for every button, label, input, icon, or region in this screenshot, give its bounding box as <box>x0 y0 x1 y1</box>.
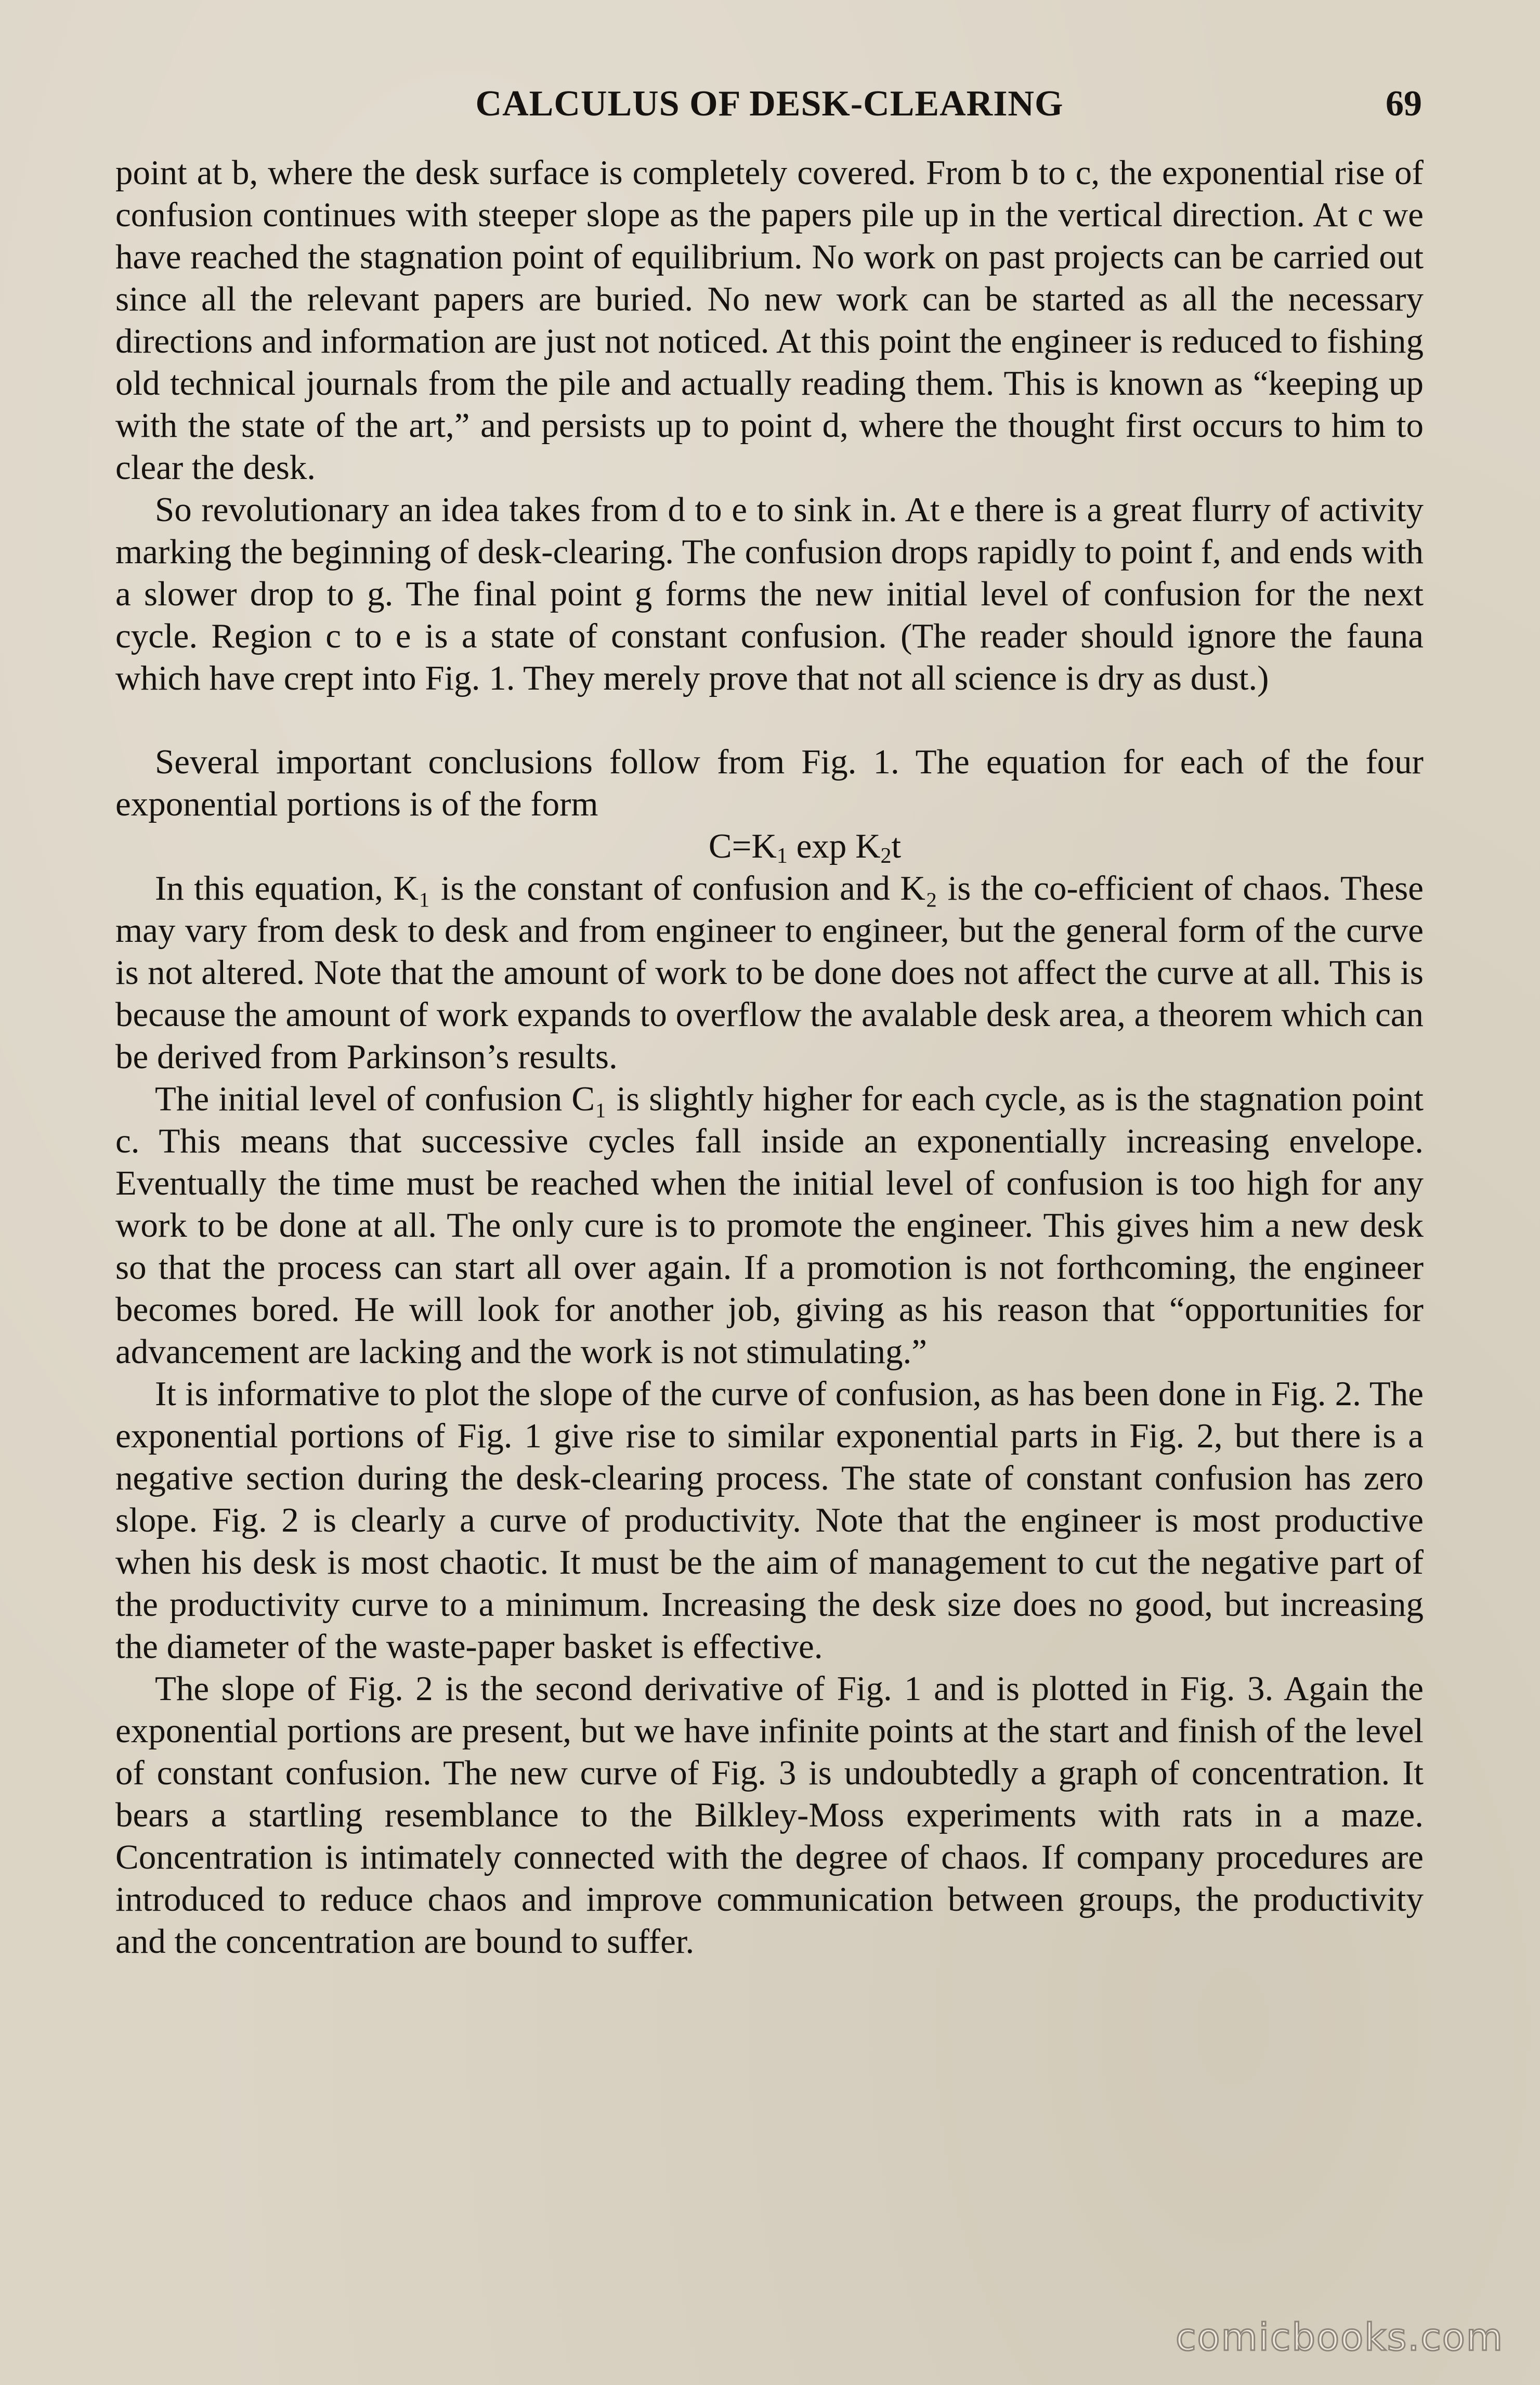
section-gap <box>115 699 1424 741</box>
paragraph: So revolutionary an idea takes from d to e to sink in. At e there is a great flurry of activity marking the beginning of desk-clearing. The confusion drops rapidly to point f, and ends with a slower drop to g. The final point g forms the new initial level of confusion for the next cycle. Region c to e is a state of constant confusion. (The reader should ignore the fauna which have crept into Fig. 1. They merely prove that not all science is dry as dust.) <box>115 490 1424 697</box>
paragraph: It is informative to plot the slope of the curve of confusion, as has been done in Fig. 2. The exponential portions of Fig. 1 give rise to similar exponential parts in Fig. 2, but there is a negative section during the desk-clearing process. The state of constant confusion has zero slope. Fig. 2 is clearly a curve of productivity. Note that the engineer is most productive when his desk is most chaotic. It must be the aim of management to cut the negative part of the productivity curve to a minimum. Increasing the desk size does no good, but increasing the diameter of the waste-paper basket is effective. <box>115 1375 1424 1666</box>
paragraph: point at b, where the desk surface is completely covered. From b to c, the exponential rise of confusion continues with steeper slope as the papers pile up in the vertical direction. At c we have reached the stagnation point of equilibrium. No work on past projects can be carried out since all the relevant papers are buried. No new work can be started as all the necessary directions and information are just not noticed. At this point the engineer is reduced to fishing old technical journals from the pile and actually reading them. This is known as “keeping up with the state of the art,” and persists up to point d, where the thought first occurs to him to clear the desk. <box>115 153 1424 487</box>
page-header <box>117 83 1422 135</box>
paragraph: In this equation, K₁ is the constant of confusion and K₂ is the co-efficient of chaos. These may vary from desk to desk and from engineer to engineer, but the general form of the curve is not altered. Note that the amount of work to be done does not affect the curve at all. This is because the amount of work expands to overflow the avalable desk area, a theorem which can be derived from Parkinson’s results. <box>115 869 1424 1076</box>
paragraph: Several important conclusions follow from Fig. 1. The equation for each of the four exponential portions is of the form <box>115 743 1424 823</box>
paragraph: The initial level of confusion C₁ is slightly higher for each cycle, as is the stagnation point c. This means that successive cycles fall inside an exponentially increasing envelope. Eventually the time must be reached when the initial level of confusion is too high for any work to be done at all. The only cure is to promote the engineer. This gives him a new desk so that the process can start all over again. If a promotion is not forthcoming, the engineer becomes bored. He will look for another job, giving as his reason that “opportunities for advancement are lacking and the work is not stimulating.” <box>115 1080 1424 1371</box>
watermark: comicbooks.com <box>1175 2315 1504 2359</box>
page-number: 69 <box>1386 84 1422 124</box>
equation: $C=K_1$ $\exp K_2t$ <box>708 827 902 868</box>
running-title: CALCULUS OF DESK-CLEARING <box>475 84 1064 124</box>
paragraph: The slope of Fig. 2 is the second derivative of Fig. 1 and is plotted in Fig. 3. Again the exponential portions are present, but we have infinite points at the start and finish of the level of constant confusion. The new curve of Fig. 3 is undoubtedly a graph of concentration. It bears a startling resemblance to the Bilkley-Moss experiments with rats in a maze. Concentration is intimately connected with the degree of chaos. If company procedures are introduced to reduce chaos and improve communication between groups, the productivity and the concentration are bound to suffer. <box>115 1669 1424 1961</box>
body-text <box>115 152 1424 1963</box>
